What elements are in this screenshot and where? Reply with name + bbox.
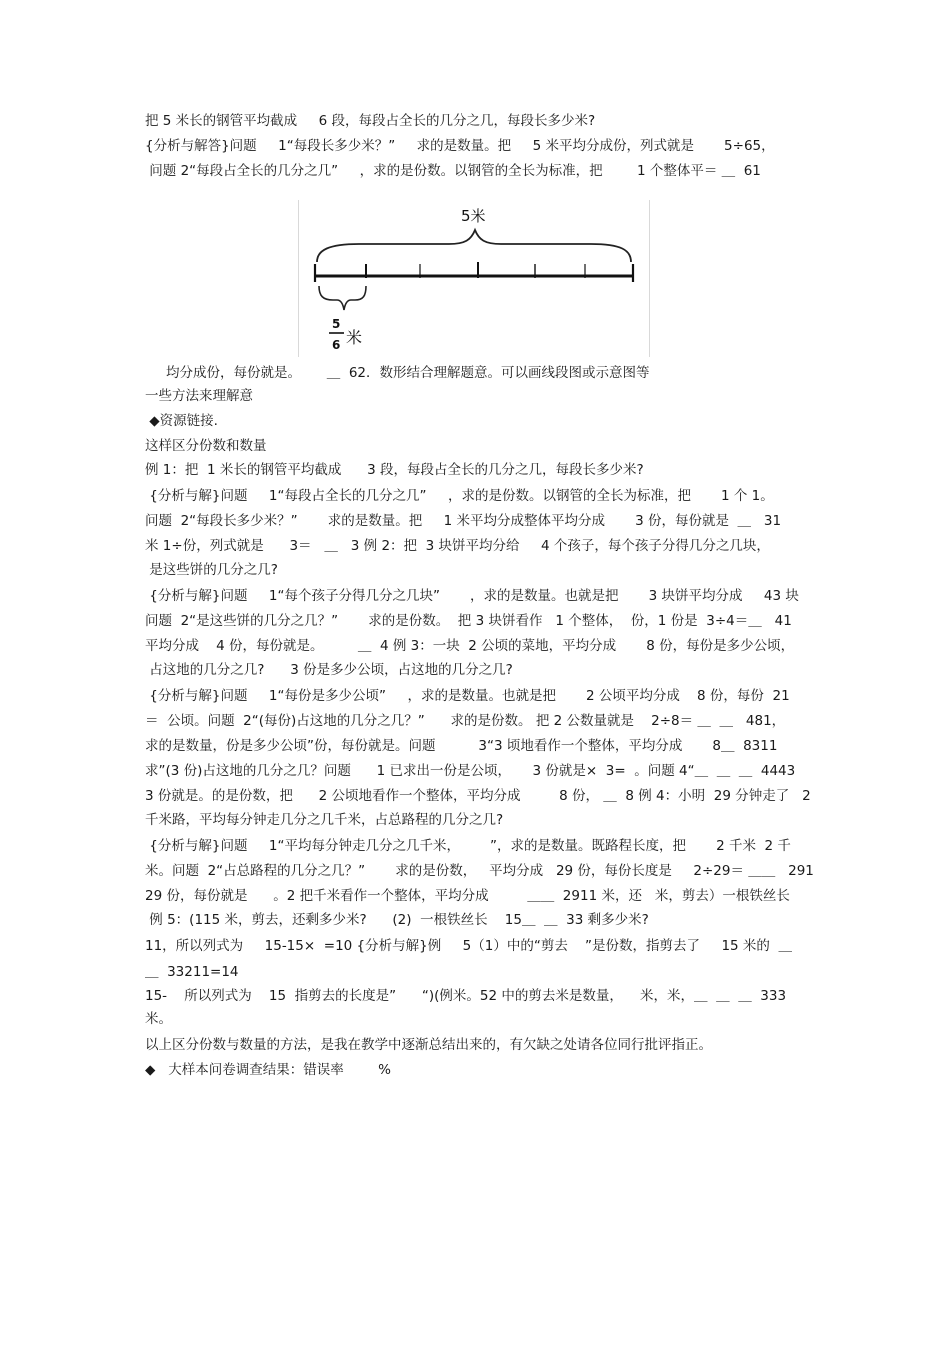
text-line: 求”(3 份)占这地的几分之几？问题 1 已求出一份是公顷， 3 份就是× 3= 。问题 4“＿ ＿ ＿ 4443 bbox=[145, 763, 796, 779]
fraction-numerator: 5 bbox=[332, 317, 341, 331]
text-line: 米 1÷份，列式就是 3＝ ＿ 3 例 2：把 3 块饼平均分给 4 个孩子，每个孩子分得几分之几块， bbox=[145, 538, 770, 554]
text-line: 千米路，平均每分钟走几分之几千米，占总路程的几分之几? bbox=[145, 812, 504, 828]
text-line: {分析与解}问题 1“每份是多少公顷” ，求的是数量。也就是把 2 公顷平均分成 8 份，每份 21 bbox=[145, 688, 790, 704]
text-line: 米。问题 2“占总路程的几分之几？” 求的是份数， 平均分成 29 份，每份长度是 2÷29＝ ＿＿ 291 bbox=[145, 863, 814, 879]
text-line: 问题 2“是这些饼的几分之几？” 求的是份数。 把 3 块饼看作 1 个整体， 份，1 份是 3÷4＝＿ 41 bbox=[145, 613, 792, 629]
text-line: 11，所以列式为 15-15× =10 {分析与解}例 5（1）中的“剪去 ”是份数，指剪去了 15 米的 ＿ bbox=[145, 938, 793, 954]
text-line: 均分成份，每份就是。 ＿ 62．数形结合理解题意。可以画线段图或示意图等 bbox=[166, 365, 650, 381]
text-line: {分析与解答}问题 1“每段长多少米？” 求的是数量。把 5 米平均分成份，列式就是 5÷65， bbox=[145, 138, 775, 154]
text-line: 米。 bbox=[145, 1011, 172, 1027]
text-line: ◆ 大样本问卷调查结果：错误率 % bbox=[145, 1062, 391, 1078]
text-line: ＿ 33211=14 bbox=[145, 964, 239, 980]
text-line: 占这地的几分之几? 3 份是多少公顷，占这地的几分之几? bbox=[145, 662, 513, 678]
text-line: ◆资源链接. bbox=[145, 413, 218, 429]
text-line: ＝ 公顷。问题 2“(每份)占这地的几分之几？” 求的是份数。 把 2 公数量就是 2÷8＝ ＿ ＿ 481， bbox=[145, 713, 786, 729]
text-line: 把 5 米长的钢管平均截成 6 段，每段占全长的几分之几，每段长多少米? bbox=[145, 113, 596, 129]
fraction-unit: 米 bbox=[346, 328, 363, 347]
text-line: 3 份就是。的是份数，把 2 公顷地看作一个整体，平均分成 8 份， ＿ 8 例 4：小明 29 分钟走了 2 bbox=[145, 788, 811, 804]
bottom-brace bbox=[319, 286, 366, 310]
text-line: 以上区分份数与数量的方法，是我在教学中逐渐总结出来的，有欠缺之处请各位同行批评指正。 bbox=[145, 1037, 712, 1053]
text-line: {分析与解}问题 1“平均每分钟走几分之几千米， ”，求的是数量。既路程长度，把 2 千米 2 千 bbox=[145, 838, 791, 854]
text-line: 例 5：(115 米，剪去，还剩多少米? (2) 一根铁丝长 15＿ ＿ 33 剩多少米? bbox=[145, 912, 649, 928]
text-line: 平均分成 4 份，每份就是。 ＿ 4 例 3：一块 2 公顷的菜地，平均分成 8 份，每份是多少公顷， bbox=[145, 638, 795, 654]
text-line: 问题 2“每段长多少米？” 求的是数量。把 1 米平均分成整体平均分成 3 份，每份就是 ＿ 31 bbox=[145, 513, 782, 529]
line-segment-diagram bbox=[298, 200, 650, 357]
text-line: 求的是数量，份是多少公顷”份，每份就是。问题 3“3 顷地看作一个整体，平均分成 8＿ 8311 bbox=[145, 738, 778, 754]
text-line: 一些方法来理解意 bbox=[145, 388, 253, 404]
text-line: 例 1：把 1 米长的钢管平均截成 3 段，每段占全长的几分之几，每段长多少米? bbox=[145, 462, 644, 478]
text-line: {分析与解}问题 1“每段占全长的几分之几” ，求的是份数。以钢管的全长为标准，把 1 个 1。 bbox=[145, 488, 774, 504]
top-brace bbox=[317, 230, 631, 262]
text-line: 这样区分份数和数量 bbox=[145, 438, 267, 454]
text-line: 29 份，每份就是 。2 把千米看作一个整体，平均分成 ＿＿ 2911 米，还 米，剪去）一根铁丝长 bbox=[145, 888, 790, 904]
total-length-label: 5米 bbox=[461, 207, 486, 225]
text-line: 是这些饼的几分之几? bbox=[145, 562, 278, 578]
text-line: {分析与解}问题 1“每个孩子分得几分之几块” ，求的是数量。也就是把 3 块饼平均分成 43 块 bbox=[145, 588, 799, 604]
text-line: 问题 2“每段占全长的几分之几” ，求的是份数。以钢管的全长为标准，把 1 个整体平＝ ＿ 61 bbox=[145, 163, 761, 179]
text-line: 15- 所以列式为 15 指剪去的长度是” “)(例米。52 中的剪去米是数量， 米，米，＿ ＿ ＿ 333 bbox=[145, 988, 787, 1004]
segment-figure bbox=[299, 200, 649, 357]
fraction-denominator: 6 bbox=[332, 338, 341, 352]
